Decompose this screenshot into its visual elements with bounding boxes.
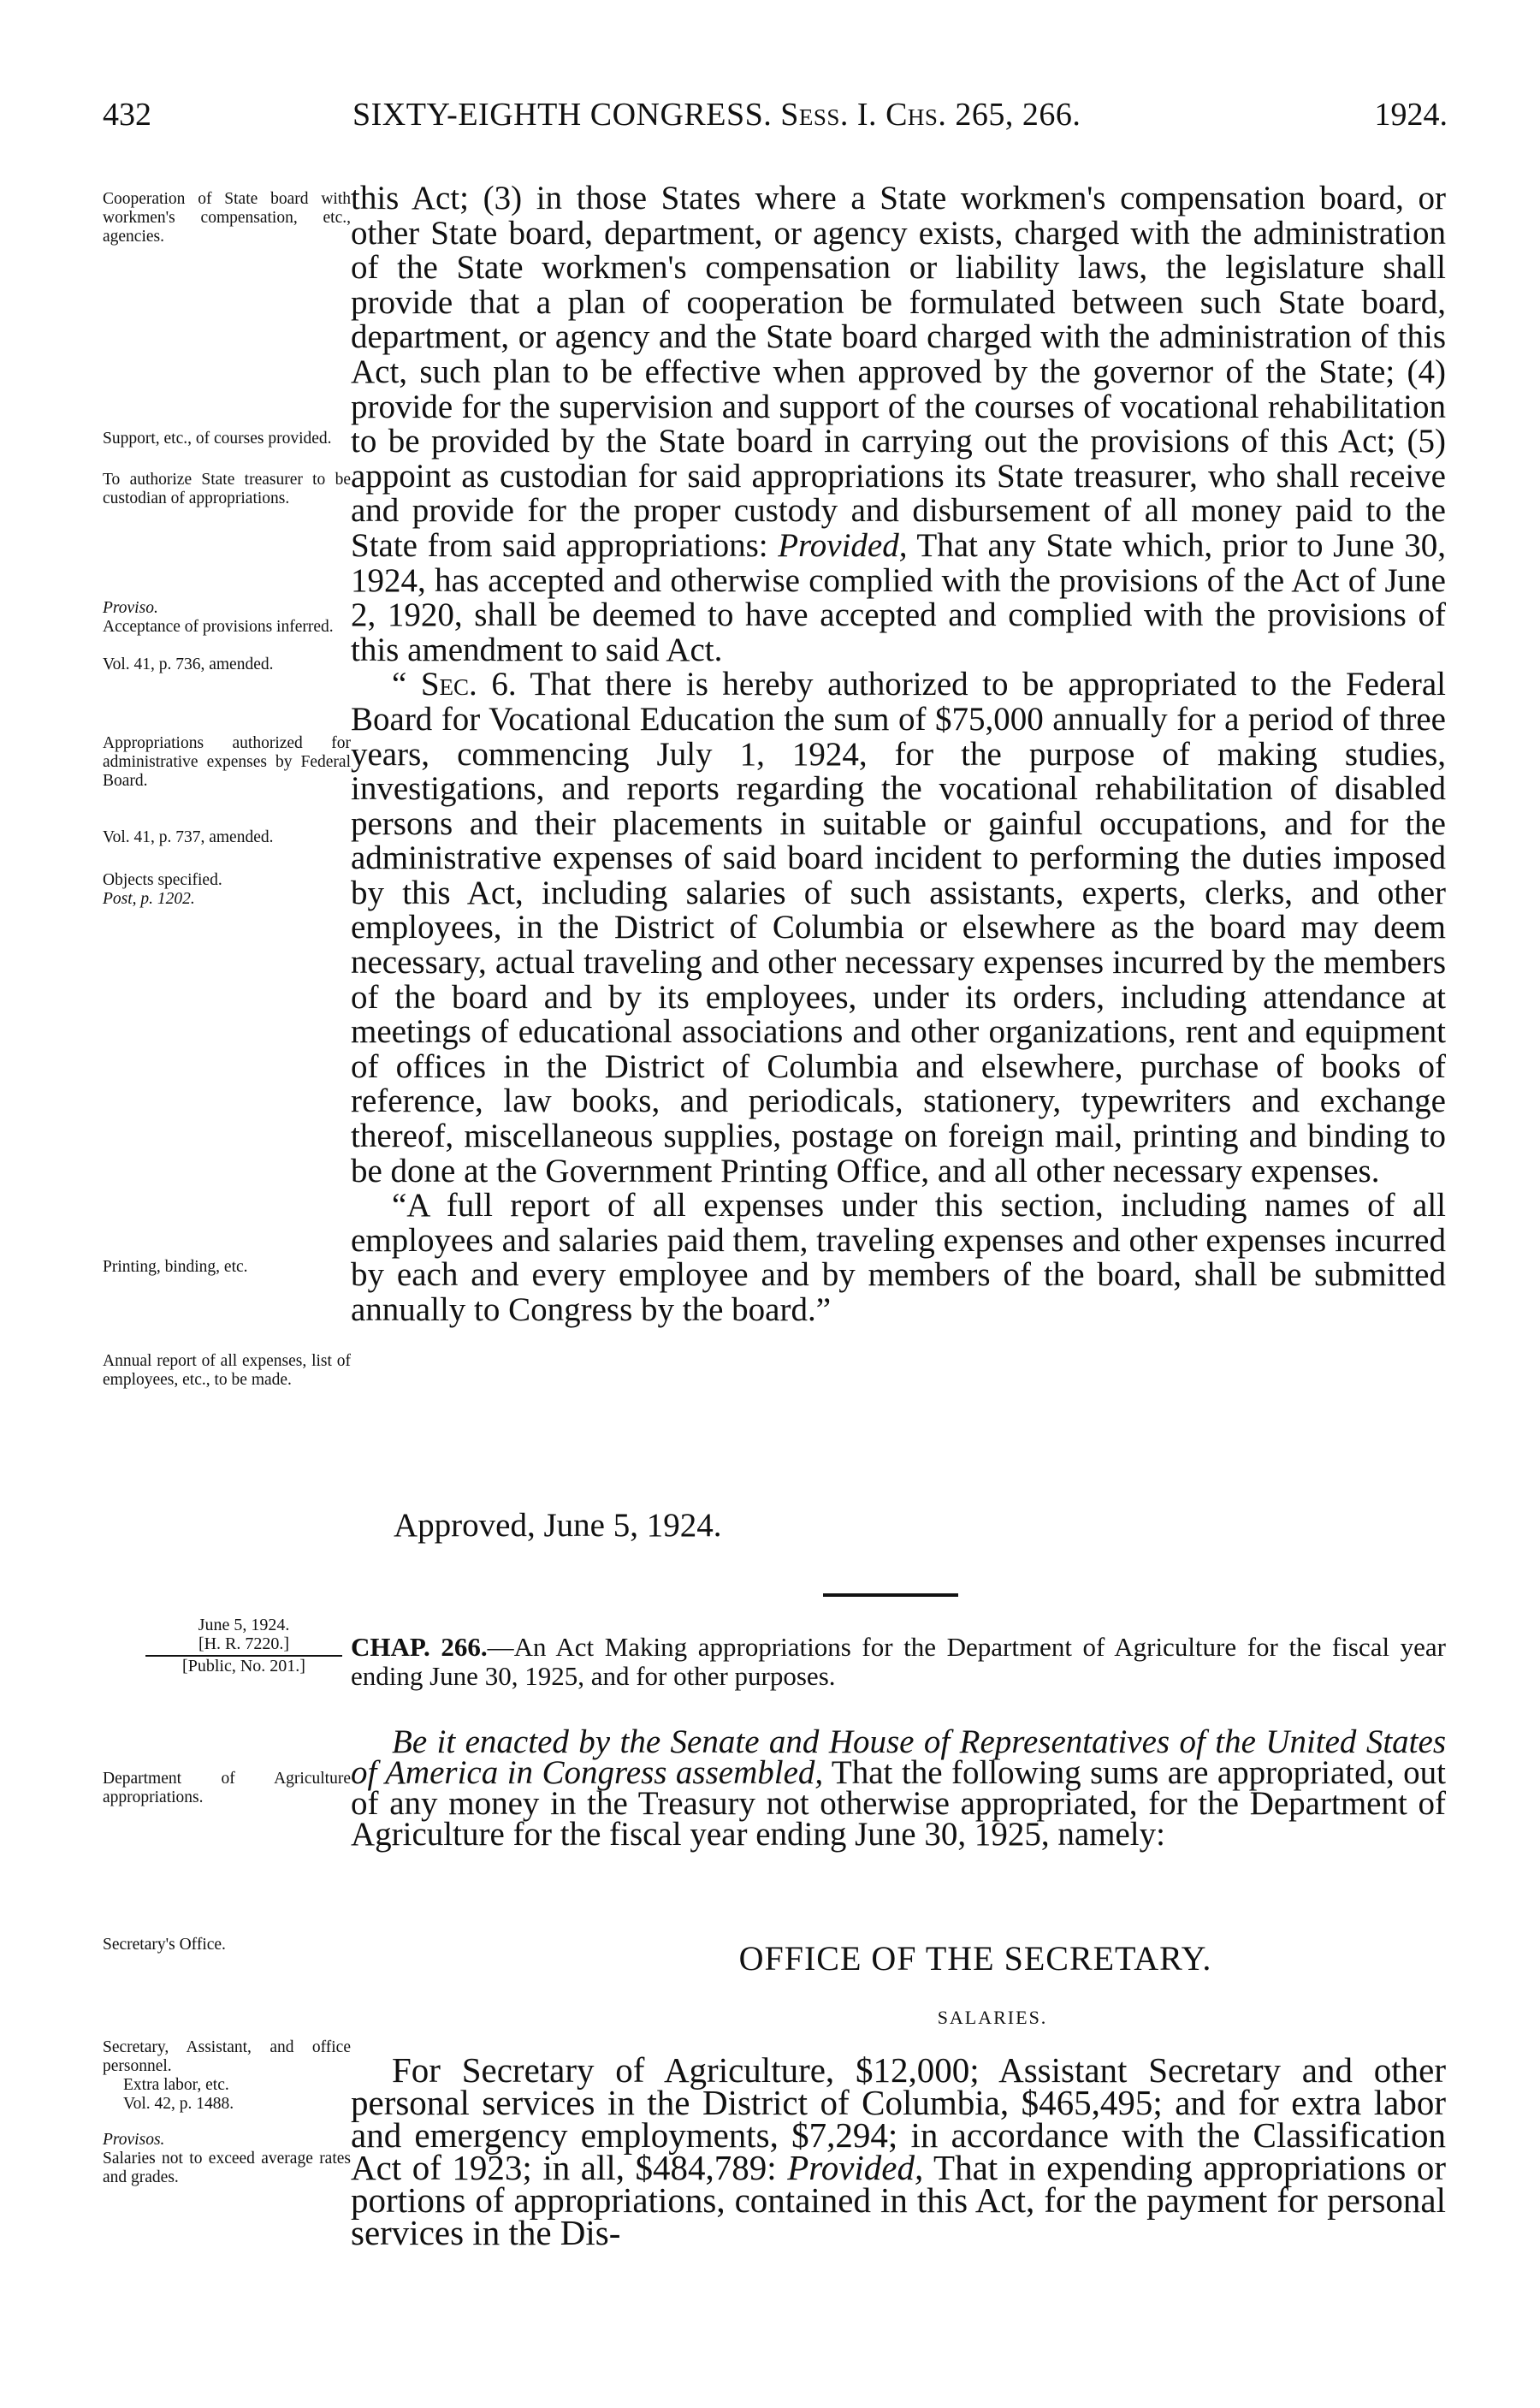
margin-note-acceptance: Acceptance of provisions inferred. bbox=[103, 618, 334, 636]
paragraph-state-provisions: this Act; (3) in those States where a State workmen's compensation board, or other State board, department, or agency exists, charged with the administration of the State workmen's compensation or liability laws, the legislature shall provide that a plan of cooperation be formulated between such State board, department, or agency and the State board charged with the administration of this Act, such plan to be effective when approved by the governor of the State; (4) provide for the supervision and support of the courses of vocational rehabilitation to be provided by the State board in carrying out the provisions of this Act; (5) appoint as custodian for said appropriations its State treasurer, who shall receive and provide for the proper custody and disbursement of all money paid to the State from said appropriations: Provided, That any State which, prior to June 30, 1924, has accepted and otherwise complied with the provisions of the Act of June 2, 1920, shall be deemed to have accepted and complied with the provisions of this amendment to said Act. bbox=[351, 180, 1446, 668]
session-label: Sess. I. bbox=[780, 97, 878, 133]
chapter-label: CHAP. 266. bbox=[351, 1632, 488, 1662]
page-header bbox=[103, 96, 1454, 139]
margin-note-salaries: Salaries not to exceed average rates and grades. bbox=[103, 2150, 351, 2186]
margin-note-annual-report: Annual report of all expenses, list of employees, etc., to be made. bbox=[103, 1352, 351, 1389]
margin-note-objects: Objects specified. bbox=[103, 871, 222, 889]
page-number: 432 bbox=[103, 97, 151, 133]
chapter-title: CHAP. 266.—An Act Making appropriations for the Department of Agriculture for the fiscal year ending June 30, 1925, and for other purposes. bbox=[351, 1632, 1446, 1691]
margin-note-dept-agri: Department of Agriculture appropriations. bbox=[103, 1770, 351, 1806]
chapter-date: June 5, 1924. bbox=[198, 1616, 290, 1634]
margin-note-appropriations: Appropriations authorized for administrative expenses by Federal Board. bbox=[103, 734, 351, 790]
margin-note-treasurer: To authorize State treasurer to be custodian of appropriations. bbox=[103, 471, 351, 507]
enacting-italic: Be it enacted by the Senate and House of Representatives of the United States of America in Congress assembled, bbox=[351, 1723, 1446, 1791]
margin-note-provisos bbox=[103, 2131, 351, 2150]
margin-note-post-ref bbox=[103, 890, 351, 909]
post-ref: Post, p. 1202. bbox=[103, 890, 195, 908]
margin-note-vol41-736: Vol. 41, p. 736, amended. bbox=[103, 655, 274, 673]
margin-note-secretary-office: Secretary's Office. bbox=[103, 1936, 226, 1954]
enacting-clause: Be it enacted by the Senate and House of Representatives of the United States of America in Congress assembled, That the following sums are appropriated, out of any money in the Treasury not otherwise appropriated, for the Department of Agriculture for the fiscal year ending June 30, 1925, namely: bbox=[351, 1723, 1447, 1853]
salaries-paragraph: For Secretary of Agriculture, $12,000; Assistant Secretary and other personal services in the District of Columbia, $465,495; and for extra labor and emergency employments, $7,294; in accordance with the Classification Act of 1923; in all, $484,789: Provided, That in expending appropriations or portions of appropriations, contained in this Act, for the payment for personal services in the Dis- bbox=[351, 2050, 1446, 2252]
congress-title: SIXTY-EIGHTH CONGRESS. bbox=[352, 97, 773, 133]
office-heading: OFFICE OF THE SECRETARY. bbox=[738, 1939, 1212, 1978]
provided-italic: Provided, bbox=[778, 526, 908, 564]
chapter-info bbox=[145, 1616, 342, 1676]
margin-note-extra-labor: Extra labor, etc. bbox=[123, 2076, 229, 2094]
chapter-public-number: [Public, No. 201.] bbox=[182, 1657, 305, 1676]
paragraph-sec-6: “ Sec. 6. That there is hereby authorized to be appropriated to the Federal Board for Vocational Education the sum of $75,000 annually for a period of three years, commencing July 1, 1924, for the purpose of making studies, investigations, and reports regarding the vocational rehabilitation of disabled persons and their placements in suitable or gainful occupations, and for the administrative expenses of said board incident to performing the duties imposed by this Act, including salaries of such assistants, experts, clerks, and other employees, in the District of Columbia or elsewhere as the board may deem necessary, actual traveling and other necessary expenses incurred by the members of the board and by its employees, under its orders, including attendance at meetings of educational associations and other organizations, rent and equipment of offices in the District of Columbia and elsewhere, purchase of books of reference, law books, and periodicals, stationery, typewriters and exchange thereof, miscellaneous supplies, postage on foreign mail, printing and binding to be done at the Government Printing Office, and all other necessary expenses. bbox=[351, 666, 1446, 1189]
running-title bbox=[352, 96, 1081, 133]
margin-note-printing: Printing, binding, etc. bbox=[103, 1258, 248, 1276]
salaries-heading: SALARIES. bbox=[937, 2007, 1048, 2028]
chapters-label: Chs. 265, 266. bbox=[886, 97, 1081, 133]
margin-note-vol41-737: Vol. 41, p. 737, amended. bbox=[103, 828, 274, 846]
margin-note-cooperation: Cooperation of State board with workmen's compensation, etc., agencies. bbox=[103, 190, 351, 246]
provisos-label: Provisos. bbox=[103, 2131, 165, 2149]
margin-note-vol42: Vol. 42, p. 1488. bbox=[123, 2095, 234, 2113]
margin-note-secretary-personnel: Secretary, Assistant, and office personnel. bbox=[103, 2038, 351, 2075]
proviso-label: Proviso. bbox=[103, 599, 158, 617]
section-divider bbox=[823, 1593, 958, 1597]
paragraph-annual-report: “A full report of all expenses under this section, including names of all employees and salaries paid them, traveling expenses and other expenses incurred by each and every employee and by members of the board, shall be submitted annually to Congress by the board.” bbox=[351, 1187, 1446, 1328]
approved-date: Approved, June 5, 1924. bbox=[394, 1507, 722, 1544]
sec-6-label: “ Sec. 6. bbox=[392, 666, 517, 703]
chapter-bill-number: [H. R. 7220.] bbox=[145, 1634, 342, 1657]
margin-note-support: Support, etc., of courses provided. bbox=[103, 430, 332, 448]
section-continuation bbox=[351, 181, 1446, 1328]
salaries-provided-italic: Provided, bbox=[787, 2148, 924, 2187]
margin-note-proviso bbox=[103, 599, 351, 618]
header-year: 1924. bbox=[1374, 97, 1448, 133]
